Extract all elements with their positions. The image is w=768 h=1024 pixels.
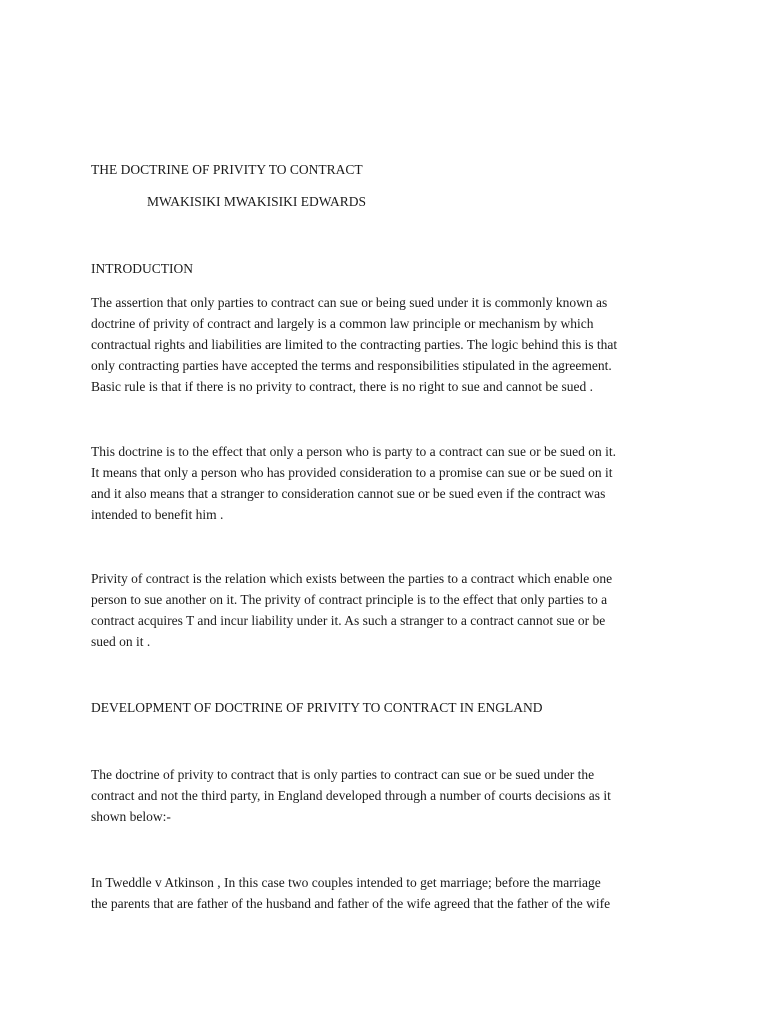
paragraph-line: the parents that are father of the husband and father of the wife agreed that the father of the wife [91,896,611,911]
paragraph-line: contractual rights and liabilities are limited to the contracting parties. The logic behind this is that [91,337,618,352]
paragraph [91,764,691,827]
section-heading-development: DEVELOPMENT OF DOCTRINE OF PRIVITY TO CONTRACT IN ENGLAND [91,700,543,715]
paragraph-line: person to sue another on it. The privity of contract principle is to the effect that only parties to a [91,592,608,607]
paragraph [91,568,691,652]
paragraph-line: doctrine of privity of contract and largely is a common law principle or mechanism by which [91,316,594,331]
paragraph-line: contract acquires T and incur liability under it. As such a stranger to a contract cannot sue or be [91,613,606,628]
section-heading-introduction: INTRODUCTION [91,261,193,276]
paragraph-line: intended to benefit him . [91,507,224,522]
paragraph-line: sued on it . [91,634,151,649]
paragraph-line: shown below:- [91,809,171,824]
paragraph-line: The assertion that only parties to contract can sue or being sued under it is commonly known as [91,295,608,310]
paragraph-line: In Tweddle v Atkinson , In this case two couples intended to get marriage; before the marriage [91,875,601,890]
paragraph-line: Basic rule is that if there is no privity to contract, there is no right to sue and cannot be sued . [91,379,593,394]
paragraph-line: only contracting parties have accepted the terms and responsibilities stipulated in the agreement. [91,358,612,373]
paragraph-line: It means that only a person who has provided consideration to a promise can sue or be sued on it [91,465,613,480]
paragraph [91,872,691,914]
paragraph [91,292,691,397]
document-title: THE DOCTRINE OF PRIVITY TO CONTRACT [91,162,363,177]
paragraph-line: Privity of contract is the relation which exists between the parties to a contract which enable one [91,571,613,586]
paragraph-line: This doctrine is to the effect that only a person who is party to a contract can sue or be sued on it. [91,444,616,459]
paragraph-line: The doctrine of privity to contract that is only parties to contract can sue or be sued under the [91,767,595,782]
paragraph-line: and it also means that a stranger to consideration cannot sue or be sued even if the contract was [91,486,606,501]
paragraph-line: contract and not the third party, in England developed through a number of courts decisions as it [91,788,611,803]
paragraph [91,441,691,525]
document-author: MWAKISIKI MWAKISIKI EDWARDS [147,194,366,209]
